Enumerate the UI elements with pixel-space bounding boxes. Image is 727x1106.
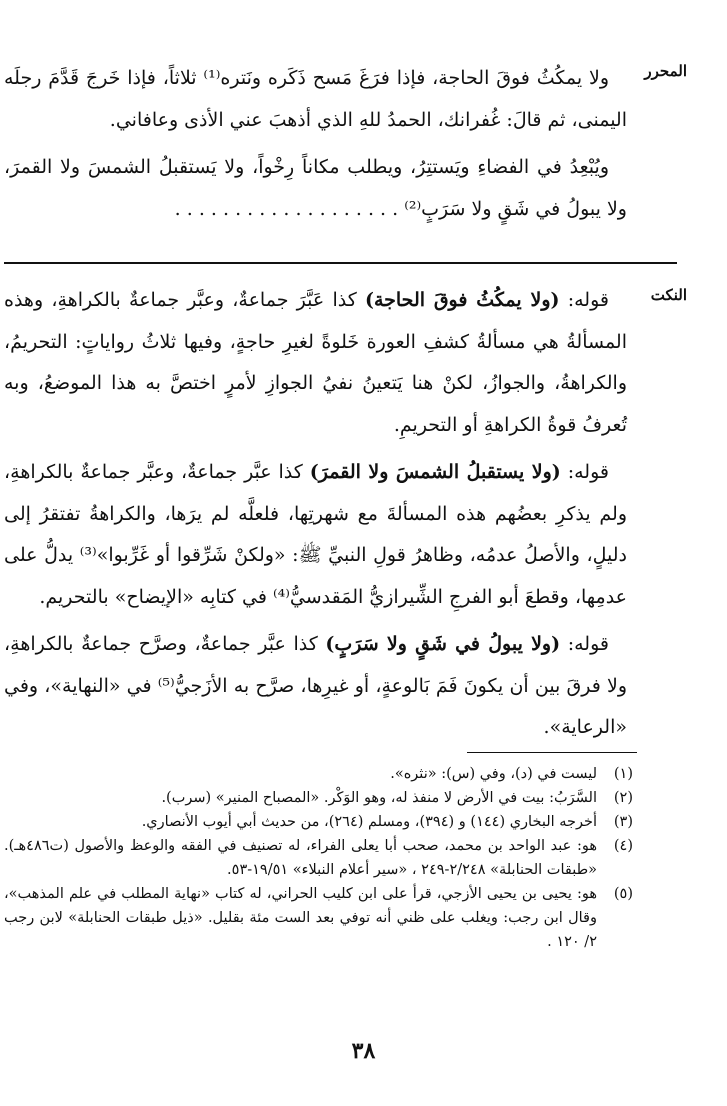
nukat-paragraph-1 — [4, 280, 627, 446]
footnote-divider — [467, 752, 637, 753]
muharrar-paragraph-2-text: ويُبْعِدُ في الفضاءِ ويَستتِرُ، ويطلب مكاناً رِخْواً، ولا يَستقبلُ الشمسَ ولا القمرَ، ولا يبولُ في شَقٍ ولا سَرَبٍ⁽²⁾ — [4, 156, 627, 220]
footnote-5 — [4, 882, 633, 954]
quote-prefix: قوله: — [560, 633, 609, 655]
section-divider — [4, 262, 677, 264]
commentary-2: كذا عبَّر جماعةٌ، وعبَّر جماعةٌ بالكراهةِ، ولم يذكرِ بعضُهم هذه المسألةَ مع شهرتِها، فلعلَّه لم يرَها، والكراهةُ تفتقرُ إلى دليلٍ، والأصلُ عدمُه، وظاهرُ قولِ النبيِّ ﷺ: «ولكنْ شَرِّقوا أو غَرِّبوا»⁽³⁾ يدلُّ على عدمِها، وقطعَ أبو الفرجِ الشِّيرازيُّ المَقدسيُّ⁽⁴⁾ في كتابِه «الإيضاح» بالتحريم. — [4, 461, 627, 608]
footnote-number: (١) — [613, 766, 633, 782]
footnote-4 — [4, 834, 633, 882]
page-number: ٣٨ — [351, 1038, 376, 1064]
footnotes — [4, 762, 633, 954]
footnote-number: (٤) — [613, 838, 633, 854]
quoted-phrase-3: (ولا يبولُ في شَقٍ ولا سَرَبٍ) — [325, 633, 561, 655]
muharrar-paragraph-1: ولا يمكُثُ فوقَ الحاجة، فإذا فرَغَ مَسح ذَكَره ونَتره⁽¹⁾ ثلاثاً، فإذا خَرجَ قَدَّمَ رجلَه اليمنى، ثم قالَ: غُفرانك، الحمدُ للهِ الذي أذهبَ عني الأذى وعافاني. — [4, 67, 627, 131]
label-nukat: النكت — [650, 286, 687, 304]
commentary-1: كذا عَبَّرَ جماعةٌ، وعبَّر جماعةٌ بالكراهةِ، وهذه المسألةُ هي مسألةُ كشفِ العورة خَلوةً لغيرِ حاجةٍ، وفيها ثلاثُ رواياتٍ: التحريمُ، والكراهةُ، والجوازُ، لكنْ هنا يَتعينُ نفيُ الجوازِ لأمرٍ اختصَّ به هذا الموضعُ، وبه تُعرفُ قوةُ الكراهةِ أو التحريمِ. — [4, 289, 627, 436]
nukat-paragraph-3 — [4, 624, 627, 749]
footnote-text: السَّرَبُ: بيت في الأرض لا منفذ له، وهو الوَكْر. «المصباح المنير» (سرب). — [161, 790, 597, 806]
footnote-1 — [4, 762, 633, 786]
commentary-3: كذا عبَّر جماعةٌ، وصرَّح جماعةٌ بالكراهةِ، ولا فرقَ بين أن يكونَ فَمَ بَالوعةٍ، أو غيرِها، صرَّح به الأزَجيُّ⁽⁵⁾ في «النهاية»، وفي «الرعاية». — [4, 633, 627, 738]
footnote-text: ليست في (د)، وفي (س): «نثره». — [390, 766, 597, 782]
footnote-number: (٥) — [613, 886, 633, 902]
footnote-number: (٢) — [613, 790, 633, 806]
footnote-text: هو: يحيى بن يحيى الأزجي، قرأ على ابن كليب الحراني، له كتاب «نهاية المطلب في علم المذهب»، وقال ابن رجب: ويغلب على ظني أنه توفي بعد الست مئة بقليل. «ذيل طبقات الحنابلة» لابن رجب ٢/ ١٢٠ . — [4, 886, 597, 950]
quoted-phrase-2: (ولا يستقبلُ الشمسَ ولا القمرَ) — [309, 461, 561, 483]
ellipsis-dots: . . . . . . . . . . . . . . . . . . . — [174, 197, 399, 220]
label-muharrar: المحرر — [644, 62, 687, 80]
muharrar-text — [4, 58, 627, 230]
quote-prefix: قوله: — [559, 289, 609, 311]
footnote-2 — [4, 786, 633, 810]
muharrar-paragraph-2 — [4, 147, 627, 230]
nukat-text — [4, 280, 627, 749]
footnote-3 — [4, 810, 633, 834]
footnote-text: هو: عبد الواحد بن محمد، صحب أبا يعلى الفراء، له تصنيف في الفقه والوعظ والأصول (ت٤٨٦هـ). «طبقات الحنابلة» ٢/٢٤٨-٢٤٩ ، «سير أعلام النبلاء» ١٩/٥١-٥٣. — [4, 838, 597, 878]
footnote-text: أخرجه البخاري (١٤٤) و (٣٩٤)، ومسلم (٢٦٤)، من حديث أبي أيوب الأنصاري. — [141, 814, 597, 830]
quoted-phrase-1: (ولا يمكُثُ فوقَ الحاجة) — [364, 289, 560, 311]
footnote-number: (٣) — [613, 814, 633, 830]
quote-prefix: قوله: — [560, 461, 609, 483]
nukat-paragraph-2 — [4, 452, 627, 618]
